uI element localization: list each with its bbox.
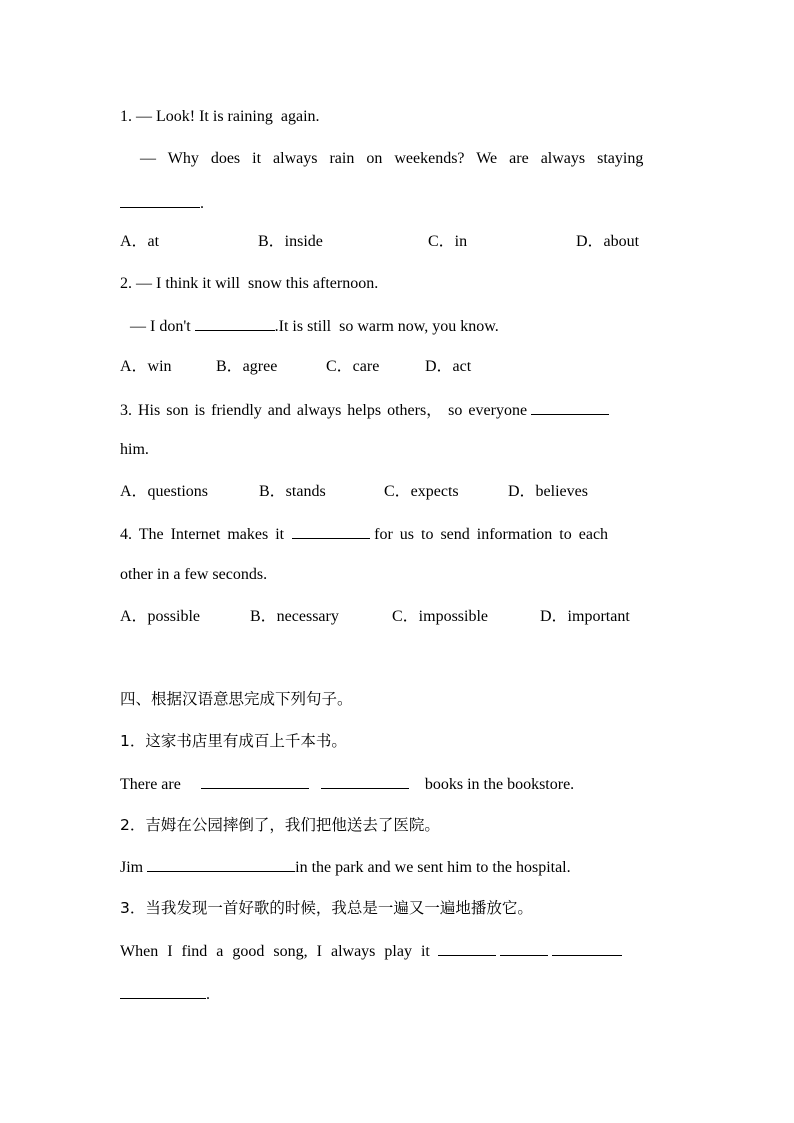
answer-blank[interactable]: [321, 773, 409, 789]
q3-line1: [120, 399, 609, 421]
answer-blank[interactable]: [207, 856, 295, 872]
answer-blank[interactable]: [552, 940, 622, 956]
s4-item2-chinese: 2．吉姆在公园摔倒了，我们把他送去了医院。: [120, 816, 440, 834]
q2-option-a[interactable]: A．win: [120, 358, 172, 375]
q4-line1-start: 4. The Internet makes it: [120, 526, 285, 543]
q1-option-c[interactable]: C．in: [428, 233, 468, 250]
q1-option-a[interactable]: A．at: [120, 233, 160, 250]
q3-option-d[interactable]: D．believes: [508, 483, 588, 500]
s4-item1-end: books in the bookstore.: [424, 776, 575, 793]
s4-item3-english: [120, 940, 622, 962]
q1-line2: [140, 149, 673, 169]
q4-option-c[interactable]: C．impossible: [392, 608, 489, 625]
answer-blank[interactable]: [438, 940, 496, 956]
q3-option-c[interactable]: C．expects: [384, 483, 459, 500]
q2-line2: [130, 315, 499, 337]
q4-option-b[interactable]: B．necessary: [250, 608, 339, 625]
s4-item2-english: [120, 856, 571, 878]
answer-blank[interactable]: [292, 523, 370, 539]
q3-line1-text: 3. His son is friendly and always helps others， so everyone: [120, 402, 528, 419]
s4-item1-chinese: 1．这家书店里有成百上千本书。: [120, 732, 347, 750]
s4-item1-start: There are: [120, 776, 181, 793]
s4-item2-end: in the park and we sent him to the hospital.: [295, 859, 571, 876]
answer-blank[interactable]: [120, 192, 200, 208]
q3-line2: him.: [120, 441, 149, 458]
q1-line3: [120, 192, 204, 214]
answer-blank[interactable]: [195, 315, 275, 331]
s4-item1-english: [120, 773, 574, 795]
s4-item3-end: .: [206, 986, 210, 1003]
q4-line1-end: for us to send information to each: [374, 526, 609, 543]
s4-item3-chinese: 3．当我发现一首好歌的时候，我总是一遍又一遍地播放它。: [120, 899, 533, 917]
q1-option-b[interactable]: B．inside: [258, 233, 323, 250]
answer-blank[interactable]: [120, 983, 206, 999]
q3-option-b[interactable]: B．stands: [259, 483, 326, 500]
s4-item2-start: Jim: [120, 859, 144, 876]
s4-item3-start: When I find a good song, I always play it: [120, 943, 430, 960]
q4-option-d[interactable]: D．important: [540, 608, 630, 625]
q1-line2-text: — Why does it always rain on weekends? We are always staying: [140, 150, 644, 167]
answer-blank[interactable]: [201, 773, 309, 789]
s4-item3-english-cont: [120, 983, 210, 1005]
answer-blank[interactable]: [147, 856, 207, 872]
answer-blank[interactable]: [500, 940, 548, 956]
q2-option-b[interactable]: B．agree: [216, 358, 278, 375]
q4-line2: other in a few seconds.: [120, 566, 268, 583]
section4-heading: 四、根据汉语意思完成下列句子。: [120, 690, 353, 708]
q4-line1: [120, 523, 608, 545]
q2-line2-start: — I don't: [130, 318, 195, 335]
q4-option-a[interactable]: A．possible: [120, 608, 201, 625]
q3-option-a[interactable]: A．questions: [120, 483, 209, 500]
q1-line3-text: .: [200, 195, 204, 212]
q1-line1: 1. — Look! It is raining again.: [120, 108, 320, 125]
answer-blank[interactable]: [531, 399, 609, 415]
q1-option-d[interactable]: D．about: [576, 233, 640, 250]
q2-line2-end: .It is still so warm now, you know.: [274, 318, 499, 335]
q2-option-d[interactable]: D．act: [425, 358, 472, 375]
q2-line1: 2. — I think it will snow this afternoon.: [120, 275, 379, 292]
q2-option-c[interactable]: C．care: [326, 358, 380, 375]
